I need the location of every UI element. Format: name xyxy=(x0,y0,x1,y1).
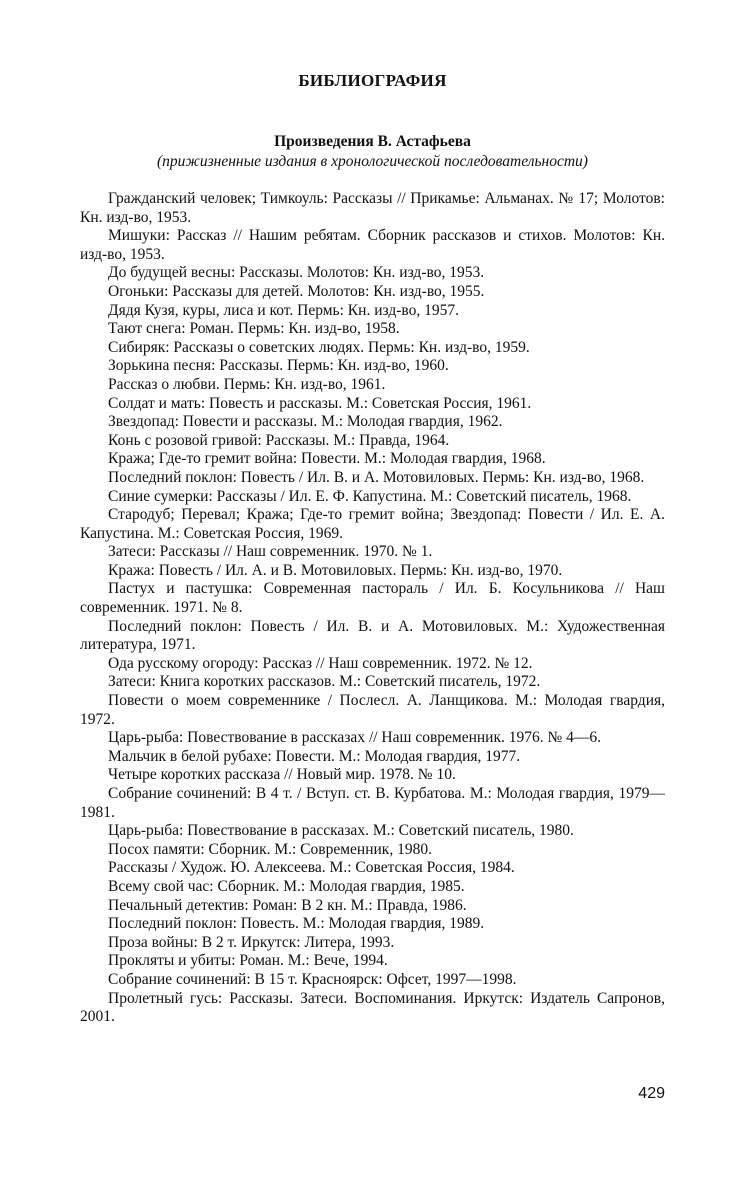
bibliography-entry: Затеси: Книга коротких рассказов. М.: Советский писатель, 1972. xyxy=(108,673,541,691)
page-title: БИБЛИОГРАФИЯ xyxy=(298,71,447,90)
bibliography-entry: Царь-рыба: Повествование в рассказах // Наш современник. 1976. № 4—6. xyxy=(108,729,602,747)
bibliography-entry: Конь с розовой гривой: Рассказы. М.: Правда, 1964. xyxy=(108,431,450,449)
bibliography-entry: Последний поклон: Повесть. М.: Молодая гвардия, 1989. xyxy=(108,915,485,933)
bibliography-entry: Зорькина песня: Рассказы. Пермь: Кн. изд-во, 1960. xyxy=(108,357,449,375)
bibliography-entry: Проза войны: В 2 т. Иркутск: Литера, 1993. xyxy=(108,933,395,951)
page-number: 429 xyxy=(638,1085,665,1102)
bibliography-entry: Печальный детектив: Роман: В 2 кн. М.: Правда, 1986. xyxy=(108,896,467,914)
bibliography-entry: Дядя Кузя, куры, лиса и кот. Пермь: Кн. изд-во, 1957. xyxy=(108,301,459,319)
bibliography-entry: Синие сумерки: Рассказы / Ил. Е. Ф. Капустина. М.: Советский писатель, 1968. xyxy=(108,487,632,505)
bibliography-entry: Пастух и пастушка: Современная пастораль / Ил. Б. Косульникова // Наш современник. 1971. № 8. xyxy=(80,580,665,617)
bibliography-entry: Прокляты и убиты: Роман. М.: Вече, 1994. xyxy=(108,952,388,970)
bibliography-list xyxy=(80,190,665,1027)
bibliography-entry: До будущей весны: Рассказы. Молотов: Кн. изд-во, 1953. xyxy=(108,264,485,282)
bibliography-entry: Кража: Повесть / Ил. А. и В. Мотовиловых. Пермь: Кн. изд-во, 1970. xyxy=(108,561,563,579)
bibliography-entry: Собрание сочинений: В 15 т. Красноярск: Офсет, 1997—1998. xyxy=(108,970,517,988)
bibliography-entry: Сибиряк: Рассказы о советских людях. Пермь: Кн. изд-во, 1959. xyxy=(108,338,530,356)
bibliography-entry: Звездопад: Повести и рассказы. М.: Молодая гвардия, 1962. xyxy=(108,413,503,431)
bibliography-entry: Последний поклон: Повесть / Ил. В. и А. Мотовиловых. Пермь: Кн. изд-во, 1968. xyxy=(108,468,645,486)
bibliography-entry: Мальчик в белой рубахе: Повести. М.: Молодая гвардия, 1977. xyxy=(108,747,521,765)
bibliography-entry: Последний поклон: Повесть / Ил. В. и А. Мотовиловых. М.: Художественная литература, 1971. xyxy=(80,617,665,654)
bibliography-entry: Всему свой час: Сборник. М.: Молодая гвардия, 1985. xyxy=(108,877,465,895)
bibliography-entry: Гражданский человек; Тимкоуль: Рассказы // Прикамье: Альманах. № 17; Молотов: Кн. изд-во, 1953. xyxy=(80,190,665,226)
bibliography-entry: Посох памяти: Сборник. М.: Современник, 1980. xyxy=(108,840,432,858)
section-note: (прижизненные издания в хронологической последовательности) xyxy=(157,153,588,170)
bibliography-entry: Собрание сочинений: В 4 т. / Вступ. ст. В. Курбатова. М.: Молодая гвардия, 1979—1981. xyxy=(80,785,665,821)
bibliography-entry: Солдат и мать: Повесть и рассказы. М.: Советская Россия, 1961. xyxy=(108,394,532,412)
bibliography-entry: Стародуб; Перевал; Кража; Где-то гремит война; Звездопад: Повести / Ил. Е. А. Капустина. М.: Советская Россия, 1969. xyxy=(80,506,665,542)
bibliography-entry: Тают снега: Роман. Пермь: Кн. изд-во, 1958. xyxy=(108,320,400,338)
bibliography-entry: Рассказ о любви. Пермь: Кн. изд-во, 1961. xyxy=(108,375,386,393)
bibliography-entry: Четыре коротких рассказа // Новый мир. 1978. № 10. xyxy=(108,766,456,784)
bibliography-entry: Затеси: Рассказы // Наш современник. 1970. № 1. xyxy=(108,543,433,561)
bibliography-entry: Ода русскому огороду: Рассказ // Наш современник. 1972. № 12. xyxy=(108,654,533,672)
bibliography-entry: Повести о моем современнике / Послесл. А. Ланщикова. М.: Молодая гвардия, 1972. xyxy=(80,692,665,728)
bibliography-entry: Мишуки: Рассказ // Нашим ребятам. Сборник рассказов и стихов. Молотов: Кн. изд-во, 1953. xyxy=(80,227,665,263)
bibliography-entry: Пролетный гусь: Рассказы. Затеси. Воспоминания. Иркутск: Издатель Сапронов, 2001. xyxy=(80,989,665,1026)
bibliography-entry: Царь-рыба: Повествование в рассказах. М.: Советский писатель, 1980. xyxy=(108,822,574,840)
bibliography-entry: Кража; Где-то гремит война: Повести. М.: Молодая гвардия, 1968. xyxy=(108,450,546,468)
bibliography-entry: Рассказы / Худож. Ю. Алексеева. М.: Советская Россия, 1984. xyxy=(108,859,515,877)
bibliography-page xyxy=(80,70,665,1027)
section-title: Произведения В. Астафьева xyxy=(274,133,471,150)
bibliography-entry: Огоньки: Рассказы для детей. Молотов: Кн. изд-во, 1955. xyxy=(108,282,485,300)
